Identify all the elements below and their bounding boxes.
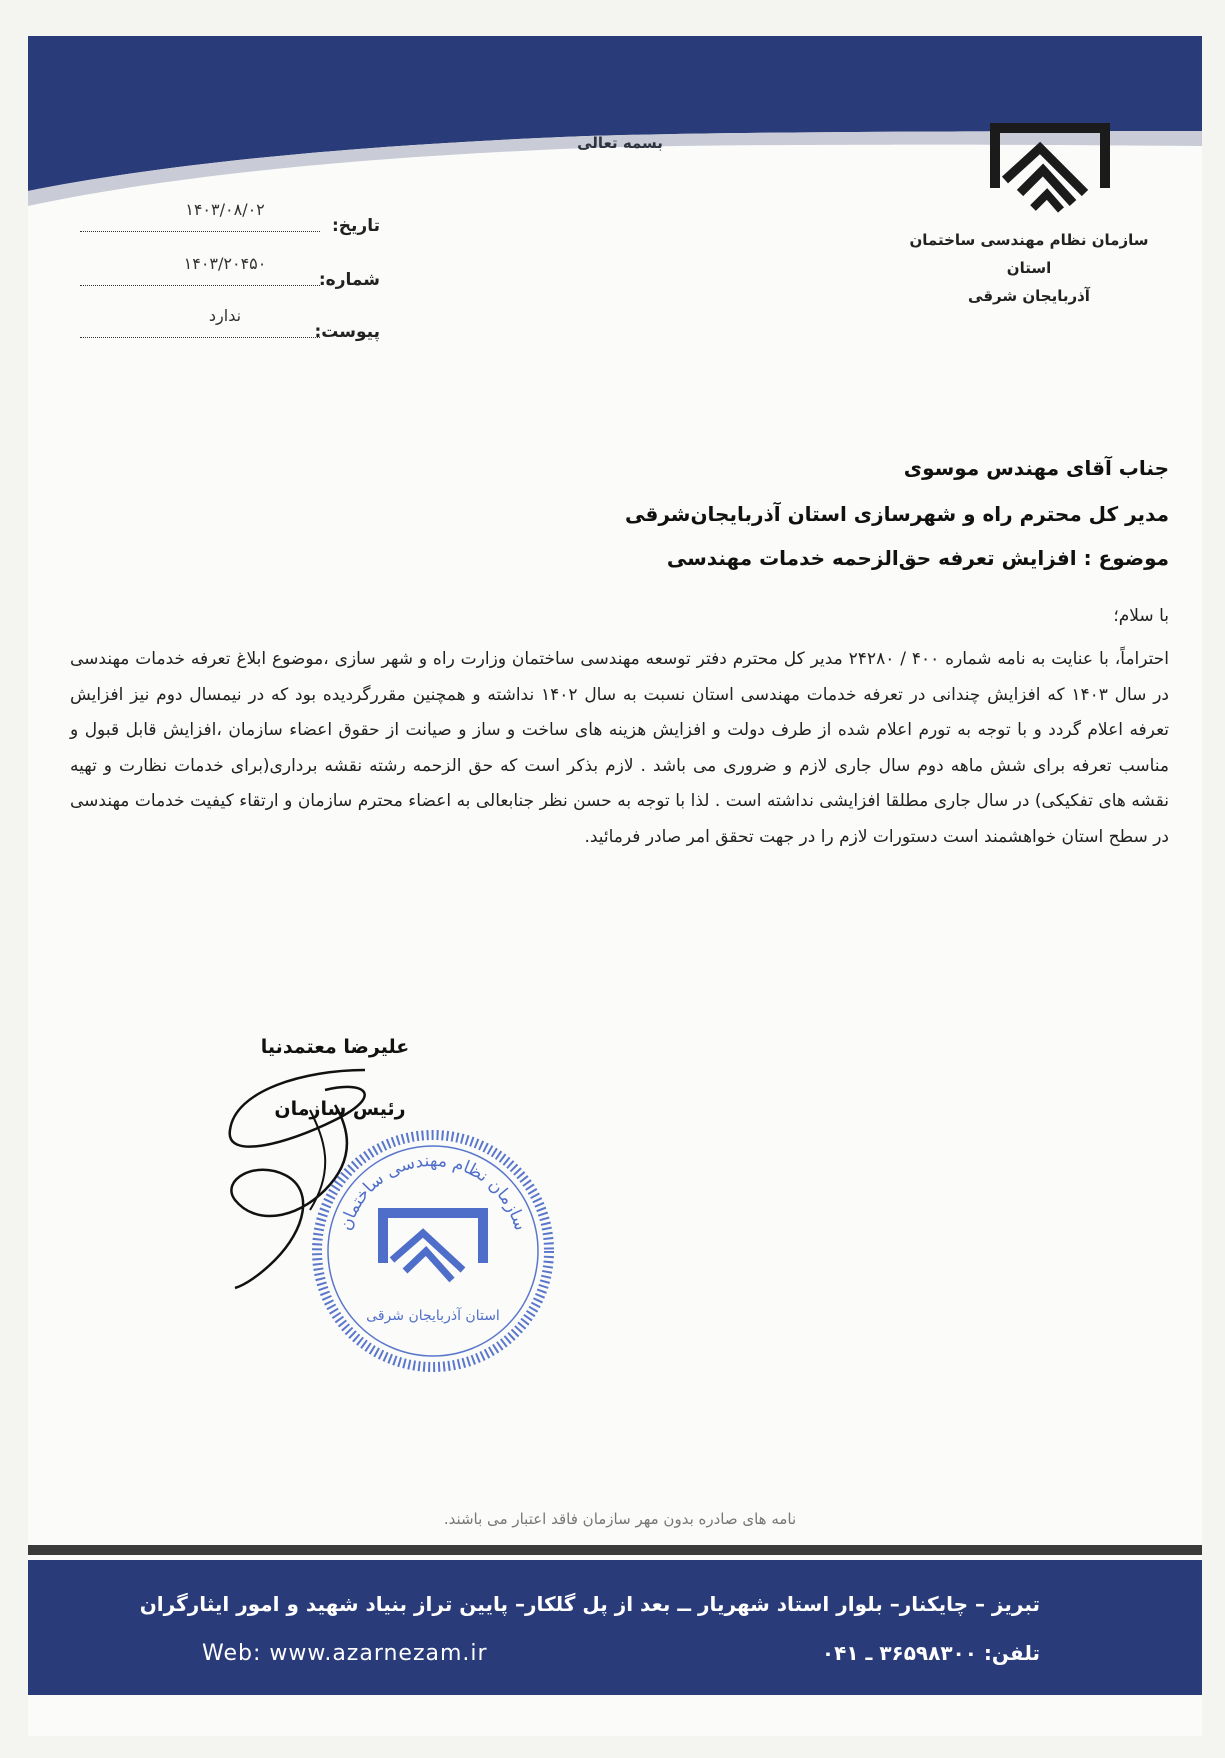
date-row — [80, 200, 380, 240]
bismillah-text: بسمه تعالی — [577, 134, 663, 152]
date-value: ۱۴۰۳/۰۸/۰۲ — [185, 200, 265, 219]
organization-name-line2: آذربایجان شرقی — [968, 287, 1090, 305]
date-label: تاریخ: — [332, 216, 380, 236]
letter-body — [70, 642, 1169, 855]
signer-name: علیرضا معتمدنیا — [260, 1036, 410, 1058]
number-row — [80, 254, 380, 294]
salutation: با سلام؛ — [1113, 606, 1169, 626]
footer-band — [28, 1560, 1202, 1695]
attachment-label: پیوست: — [314, 322, 380, 342]
stamp-bottom-text: استان آذربایجان شرقی — [366, 1308, 500, 1324]
attachment-row — [80, 306, 380, 346]
number-dotted-line — [80, 285, 320, 286]
footer-address: تبریز – چایکنار– بلوار استاد شهریار ــ بعد از پل گلکار– پایین تراز بنیاد شهید و امور ایثارگران — [139, 1592, 1040, 1616]
organization-stamp-icon — [312, 1130, 554, 1372]
recipient-title: مدیر کل محترم راه و شهرسازی استان آذربایجان‌شرقی — [625, 502, 1169, 526]
body-paragraph: احتراماً، با عنایت به نامه شماره ۴۰۰ / ۲۴۲۸۰ مدیر کل محترم دفتر توسعه مهندسی ساختمان وزارت راه و شهر سازی ،موضوع ابلاغ تعرفه خدمات مهندسی در سال ۱۴۰۳ که افزایش چندانی در تعرفه خدمات مهندسی استان نسبت به سال ۱۴۰۲ نداشته و همچنین مقررگردیده بود که در نیمسال دوم نیز افزایش تعرفه اعلام گردد و با توجه به تورم اعلام شده از طرف دولت و افزایش هزینه های ساخت و ساز و صیانت از حقوق اعضاء سازمان ،افزایش قابل قبول و مناسب تعرفه برای شش ماهه دوم سال جاری لازم و ضروری می باشد . لازم بذکر است که حق الزحمه رشته نقشه برداری(برای خدمات نظارت و تهیه نقشه های تفکیکی) در سال جاری مطلقا افزایشی نداشته است . لذا با توجه به حسن نظر جنابعالی به اعضاء محترم سازمان و ارتقاء کیفیت خدمات مهندسی در سطح استان خواهشمند است دستورات لازم را در جهت تحقق امر صادر فرمائید. — [70, 649, 1170, 847]
footer-website: Web: www.azarnezam.ir — [202, 1641, 488, 1666]
organization-logo-icon — [985, 118, 1115, 218]
svg-text:سازمان نظام مهندسی ساختمان — [336, 1151, 531, 1233]
attachment-value: ندارد — [208, 306, 242, 325]
stamp-ring-text: سازمان نظام مهندسی ساختمان — [335, 1150, 531, 1233]
organization-name — [889, 226, 1169, 310]
recipient-name: جناب آقای مهندس موسوی — [903, 456, 1169, 480]
footer-phone: تلفن: ۳۶۵۹۸۳۰۰ ـ ۰۴۱ — [821, 1641, 1040, 1665]
footer-divider — [28, 1545, 1202, 1555]
letter-subject: موضوع : افزایش تعرفه حق‌الزحمه خدمات مهندسی — [666, 546, 1169, 570]
number-label: شماره: — [318, 270, 380, 290]
number-value: ۱۴۰۳/۲۰۴۵۰ — [183, 254, 267, 273]
stamp-validity-note: نامه های صادره بدون مهر سازمان فاقد اعتبار می باشند. — [443, 1510, 797, 1528]
attachment-dotted-line — [80, 337, 320, 338]
date-dotted-line — [80, 231, 320, 232]
organization-name-line1: سازمان نظام مهندسی ساختمان استان — [909, 231, 1149, 277]
signer-title: رئیس سازمان — [274, 1098, 406, 1120]
